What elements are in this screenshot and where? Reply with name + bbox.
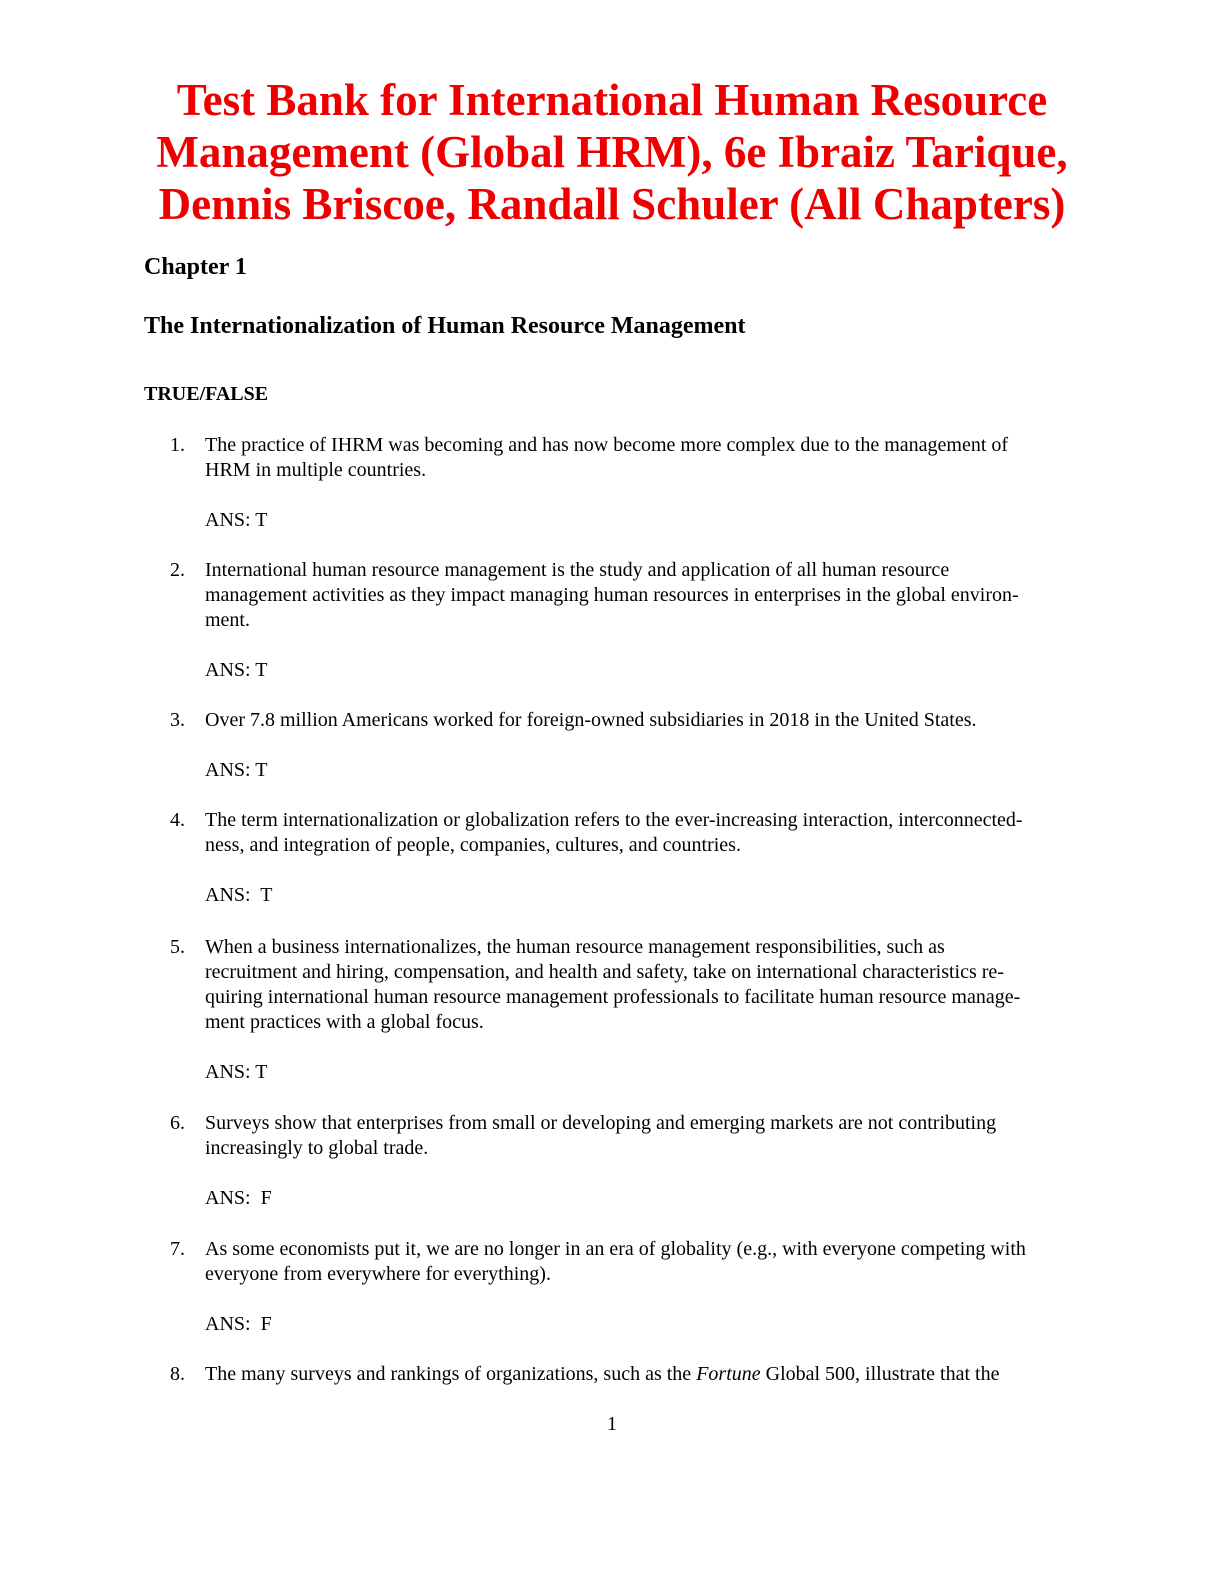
- answer: ANS: F: [205, 1187, 272, 1209]
- answer: ANS: T: [205, 659, 268, 681]
- question-text: [205, 1237, 1104, 1287]
- question-line: recruitment and hiring, compensation, and health and safety, take on international characteristics re-: [205, 961, 1004, 983]
- answer: ANS: T: [205, 884, 273, 906]
- question-item: [144, 808, 1104, 908]
- question-line: When a business internationalizes, the human resource management responsibilities, such as: [205, 936, 945, 958]
- title-line: Test Bank for International Human Resource: [176, 75, 1048, 125]
- chapter-title: The Internationalization of Human Resource Management: [144, 313, 746, 339]
- publication-name: Fortune: [696, 1363, 761, 1385]
- question-item: [144, 558, 1104, 683]
- question-text-part: Global 500, illustrate that the: [760, 1363, 1000, 1385]
- question-number: 4.: [170, 809, 185, 831]
- question-line: ment practices with a global focus.: [205, 1011, 484, 1033]
- question-text: [205, 708, 1104, 733]
- question-number: 7.: [170, 1238, 185, 1260]
- question-line: management activities as they impact managing human resources in enterprises in the global environ-: [205, 584, 1019, 606]
- question-line: everyone from everywhere for everything).: [205, 1263, 551, 1285]
- section-heading: TRUE/FALSE: [144, 383, 269, 405]
- question-line: As some economists put it, we are no longer in an era of globality (e.g., with everyone competing with: [205, 1238, 1026, 1260]
- chapter-heading: Chapter 1: [144, 254, 247, 280]
- question-line: Over 7.8 million Americans worked for foreign-owned subsidiaries in 2018 in the United States.: [205, 709, 977, 731]
- answer: ANS: F: [205, 1313, 272, 1335]
- question-line: increasingly to global trade.: [205, 1137, 429, 1159]
- question-line: ment.: [205, 609, 250, 631]
- question-text: [205, 558, 1104, 633]
- title-line: Dennis Briscoe, Randall Schuler (All Chapters): [158, 179, 1066, 229]
- question-line: [205, 1362, 1104, 1387]
- page-number: 1: [607, 1413, 617, 1435]
- question-item: [144, 1237, 1104, 1337]
- question-line: quiring international human resource management professionals to facilitate human resource manage-: [205, 986, 1021, 1008]
- answer: ANS: T: [205, 1061, 268, 1083]
- question-text: [205, 808, 1104, 858]
- question-text: [205, 1362, 1104, 1387]
- question-line: The term internationalization or globalization refers to the ever-increasing interaction, interconnected-: [205, 809, 1023, 831]
- question-line: Surveys show that enterprises from small or developing and emerging markets are not contributing: [205, 1112, 997, 1134]
- question-line: HRM in multiple countries.: [205, 459, 427, 481]
- question-text: [205, 935, 1104, 1035]
- question-line: The practice of IHRM was becoming and has now become more complex due to the management of: [205, 434, 1009, 456]
- question-number: 2.: [170, 559, 185, 581]
- question-line: International human resource management is the study and application of all human resource: [205, 559, 950, 581]
- answer: ANS: T: [205, 509, 268, 531]
- question-number: 5.: [170, 936, 185, 958]
- question-text: [205, 1111, 1104, 1161]
- question-item: [144, 433, 1104, 533]
- question-text: [205, 433, 1104, 483]
- question-number: 1.: [170, 434, 185, 456]
- question-number: 3.: [170, 709, 185, 731]
- question-item: [144, 1111, 1104, 1211]
- question-item: [144, 1362, 1104, 1387]
- title-line: Management (Global HRM), 6e Ibraiz Tarique,: [156, 127, 1068, 177]
- question-number: 6.: [170, 1112, 185, 1134]
- question-item: [144, 935, 1104, 1085]
- document-title: [0, 74, 1224, 230]
- question-line: ness, and integration of people, companies, cultures, and countries.: [205, 834, 741, 856]
- question-item: [144, 708, 1104, 783]
- answer: ANS: T: [205, 759, 268, 781]
- question-number: 8.: [170, 1363, 185, 1385]
- question-text-part: The many surveys and rankings of organizations, such as the: [205, 1363, 697, 1385]
